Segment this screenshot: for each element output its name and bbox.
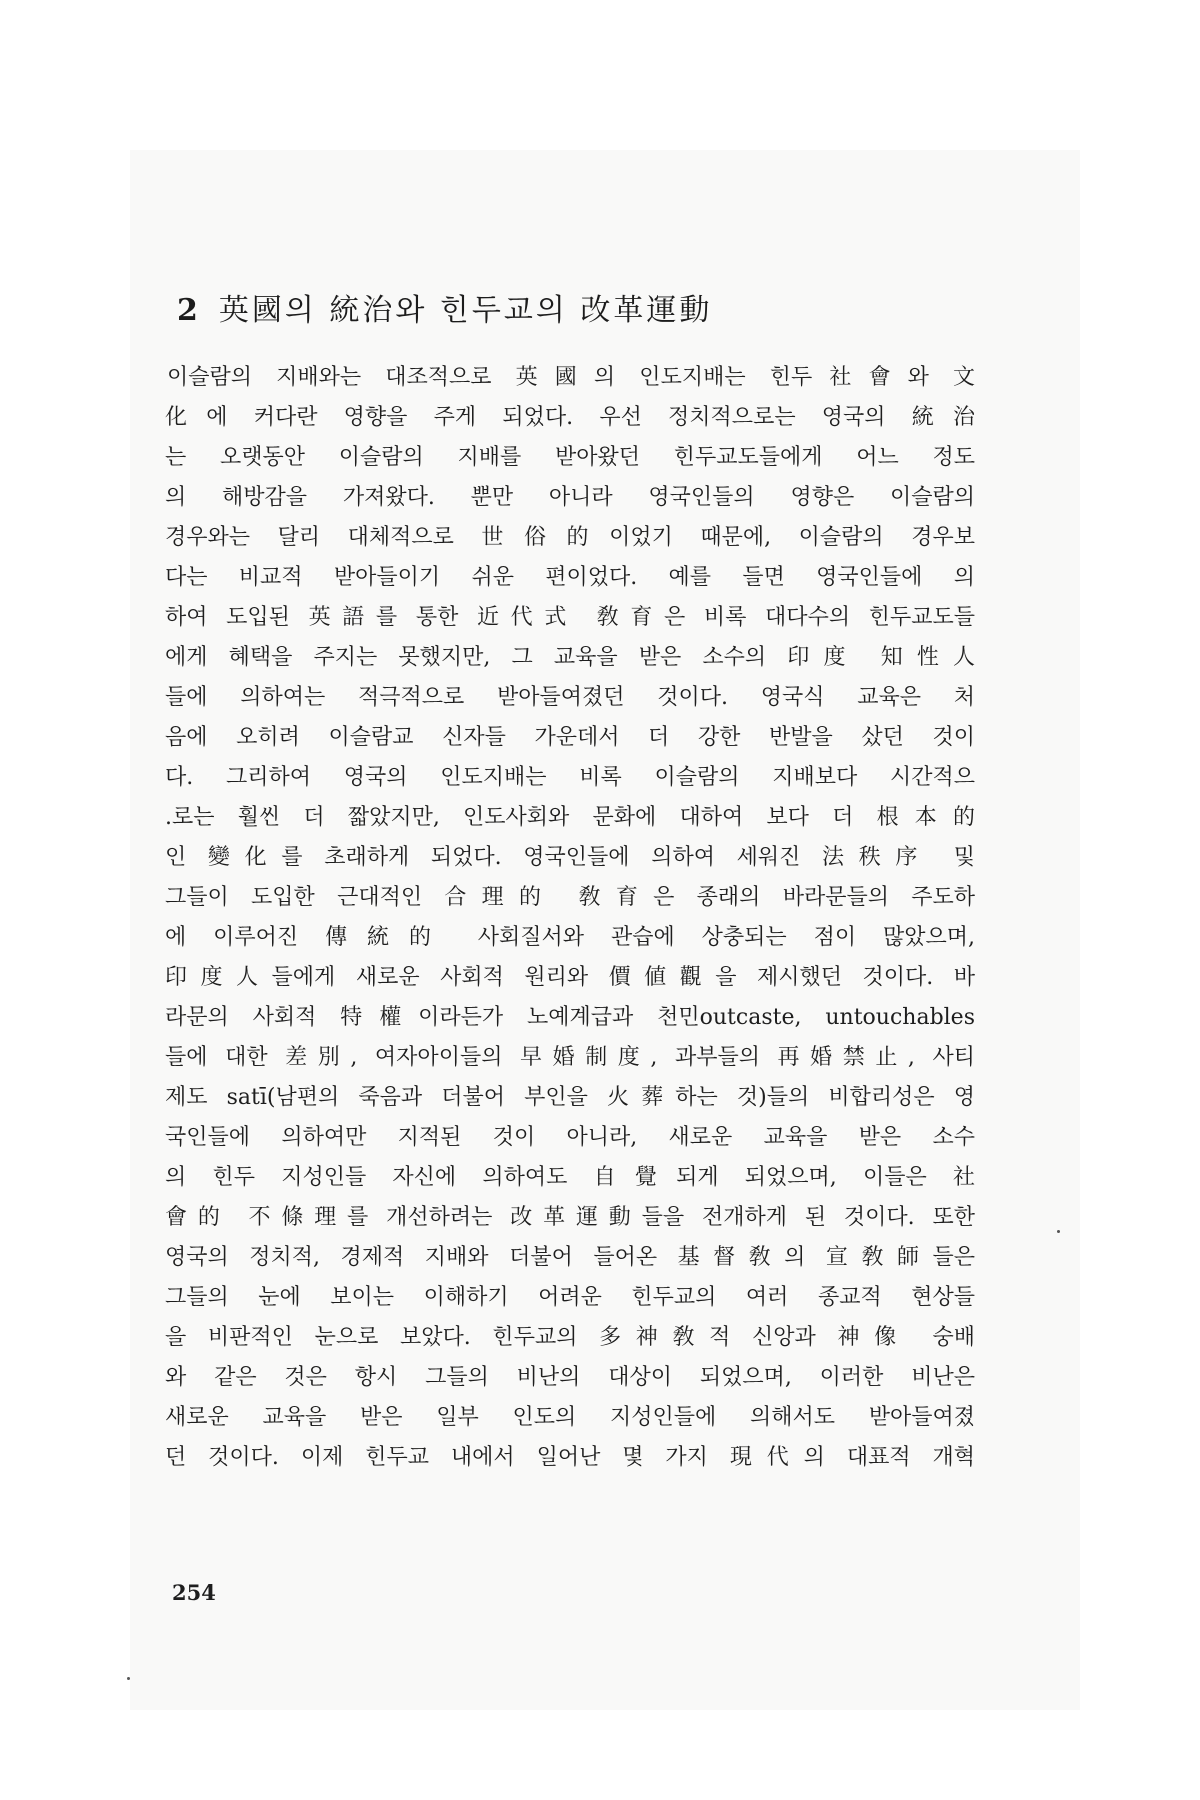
section-number: 2 [177, 293, 201, 328]
section-title-text: 英國의 統治와 힌두교의 改革運動 [218, 293, 713, 328]
body-line: 라문의 사회적 特權이라든가 노예계급과 천민outcaste, untouchables [165, 1005, 975, 1030]
body-line: 의 해방감을 가져왔다. 뿐만 아니라 영국인들의 영향은 이슬람의 [165, 485, 975, 510]
body-line: 는 오랫동안 이슬람의 지배를 받아왔던 힌두교도들에게 어느 정도 [165, 445, 975, 470]
scan-speck [1057, 1230, 1060, 1233]
section-heading [177, 285, 712, 329]
body-text [165, 358, 975, 1478]
body-line: 그들이 도입한 근대적인 合理的 敎育은 종래의 바라문들의 주도하 [165, 885, 975, 910]
body-line: 들에 의하여는 적극적으로 받아들여졌던 것이다. 영국식 교육은 처 [165, 685, 975, 710]
body-line: .로는 훨씬 더 짧았지만, 인도사회와 문화에 대하여 보다 더 根本的 [165, 805, 975, 830]
body-line: 의 힌두 지성인들 자신에 의하여도 自覺되게 되었으며, 이들은 社 [165, 1165, 975, 1190]
body-line: 국인들에 의하여만 지적된 것이 아니라, 새로운 교육을 받은 소수 [165, 1125, 975, 1150]
body-line: 을 비판적인 눈으로 보았다. 힌두교의 多神敎적 신앙과 神像 숭배 [165, 1325, 975, 1350]
body-line: 경우와는 달리 대체적으로 世俗的이었기 때문에, 이슬람의 경우보 [165, 525, 975, 550]
body-line: 새로운 교육을 받은 일부 인도의 지성인들에 의해서도 받아들여졌 [165, 1405, 975, 1430]
body-line: 에 이루어진 傳統的 사회질서와 관습에 상충되는 점이 많았으며, [165, 925, 975, 950]
body-line: 다. 그리하여 영국의 인도지배는 비록 이슬람의 지배보다 시간적으 [165, 765, 975, 790]
body-line: 와 같은 것은 항시 그들의 비난의 대상이 되었으며, 이러한 비난은 [165, 1365, 975, 1390]
body-line: 印度人들에게 새로운 사회적 원리와 價値觀을 제시했던 것이다. 바 [165, 965, 975, 990]
body-line: 음에 오히려 이슬람교 신자들 가운데서 더 강한 반발을 샀던 것이 [165, 725, 975, 750]
body-line: 에게 혜택을 주지는 못했지만, 그 교육을 받은 소수의 印度 知性人 [165, 645, 975, 670]
body-line: 會的 不條理를 개선하려는 改革運動들을 전개하게 된 것이다. 또한 [165, 1205, 975, 1230]
body-line: 던 것이다. 이제 힌두교 내에서 일어난 몇 가지 現代의 대표적 개혁 [165, 1445, 975, 1470]
body-line: 이슬람의 지배와는 대조적으로 英國의 인도지배는 힌두社會와 文 [167, 365, 975, 390]
body-line: 그들의 눈에 보이는 이해하기 어려운 힌두교의 여러 종교적 현상들 [165, 1285, 975, 1310]
body-line: 인 變化를 초래하게 되었다. 영국인들에 의하여 세워진 法秩序 및 [165, 845, 975, 870]
scan-speck [127, 1677, 130, 1680]
body-line: 영국의 정치적, 경제적 지배와 더불어 들어온 基督敎의 宣敎師들은 [165, 1245, 975, 1270]
body-line: 다는 비교적 받아들이기 쉬운 편이었다. 예를 들면 영국인들에 의 [165, 565, 975, 590]
body-line: 들에 대한 差別, 여자아이들의 早婚制度, 과부들의 再婚禁止, 사티 [165, 1045, 975, 1070]
body-line: 化에 커다란 영향을 주게 되었다. 우선 정치적으로는 영국의 統治 [165, 405, 975, 430]
page-number: 254 [172, 1580, 216, 1605]
body-line: 제도 satī(남편의 죽음과 더불어 부인을 火葬하는 것)들의 비합리성은 영 [165, 1085, 975, 1110]
body-line: 하여 도입된 英語를 통한 近代式 敎育은 비록 대다수의 힌두교도들 [165, 605, 975, 630]
